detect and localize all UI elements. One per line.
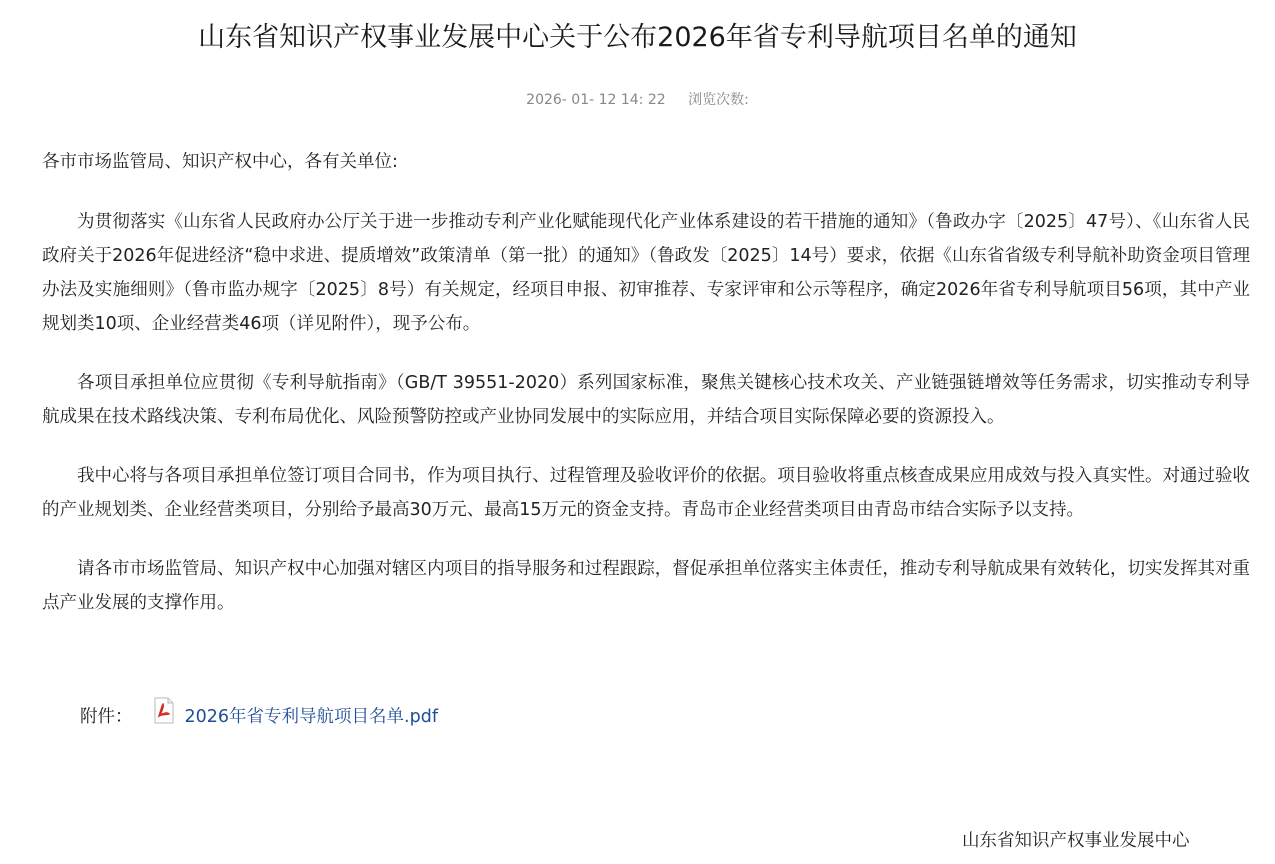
paragraph-3: 我中心将与各项目承担单位签订项目合同书，作为项目执行、过程管理及验收评价的依据。项目验收将重点核查成果应用成效与投入真实性。对通过验收的产业规划类、企业经营类项目，分别给予最高30万元、最高15万元的资金支持。青岛市企业经营类项目由青岛市结合实际予以支持。: [42, 466, 1250, 520]
issuer-signature: 山东省知识产权事业发展中心: [962, 831, 1190, 851]
publish-date: 2026- 01- 12 14: 22: [526, 92, 666, 108]
attachment-label: 附件：: [80, 707, 133, 727]
article-meta: [0, 90, 1275, 110]
paragraph-4: 请各市市场监管局、知识产权中心加强对辖区内项目的指导服务和过程跟踪，督促承担单位落实主体责任，推动专利导航成果有效转化，切实发挥其对重点产业发展的支撑作用。: [42, 559, 1250, 613]
article-body: [42, 145, 1250, 645]
pdf-icon[interactable]: [153, 697, 175, 725]
greeting: 各市市场监管局、知识产权中心，各有关单位:: [42, 152, 398, 172]
paragraph-1: 为贯彻落实《山东省人民政府办公厅关于进一步推动专利产业化赋能现代化产业体系建设的若干措施的通知》（鲁政办字〔2025〕47号）、《山东省人民政府关于2026年促进经济“稳中求进、提质增效”政策清单（第一批）的通知》（鲁政发〔2025〕14号）要求，依据《山东省省级专利导航补助资金项目管理办法及实施细则》（鲁市监办规字〔2025〕8号）有关规定，经项目申报、初审推荐、专家评审和公示等程序，确定2026年省专利导航项目56项，其中产业规划类10项、企业经营类46项（详见附件），现予公布。: [42, 212, 1250, 334]
attachment-link[interactable]: 2026年省专利导航项目名单.pdf: [184, 707, 438, 727]
paragraph-2: 各项目承担单位应贯彻《专利导航指南》（GB/T 39551-2020）系列国家标准，聚焦关键核心技术攻关、产业链强链增效等任务需求，切实推动专利导航成果在技术路线决策、专利布局优化、风险预警防控或产业协同发展中的实际应用，并结合项目实际保障必要的资源投入。: [42, 373, 1250, 427]
view-count-label: 浏览次数:: [688, 92, 749, 108]
attachment-row: [80, 700, 438, 734]
page-title: 山东省知识产权事业发展中心关于公布2026年省专利导航项目名单的通知: [198, 22, 1077, 53]
